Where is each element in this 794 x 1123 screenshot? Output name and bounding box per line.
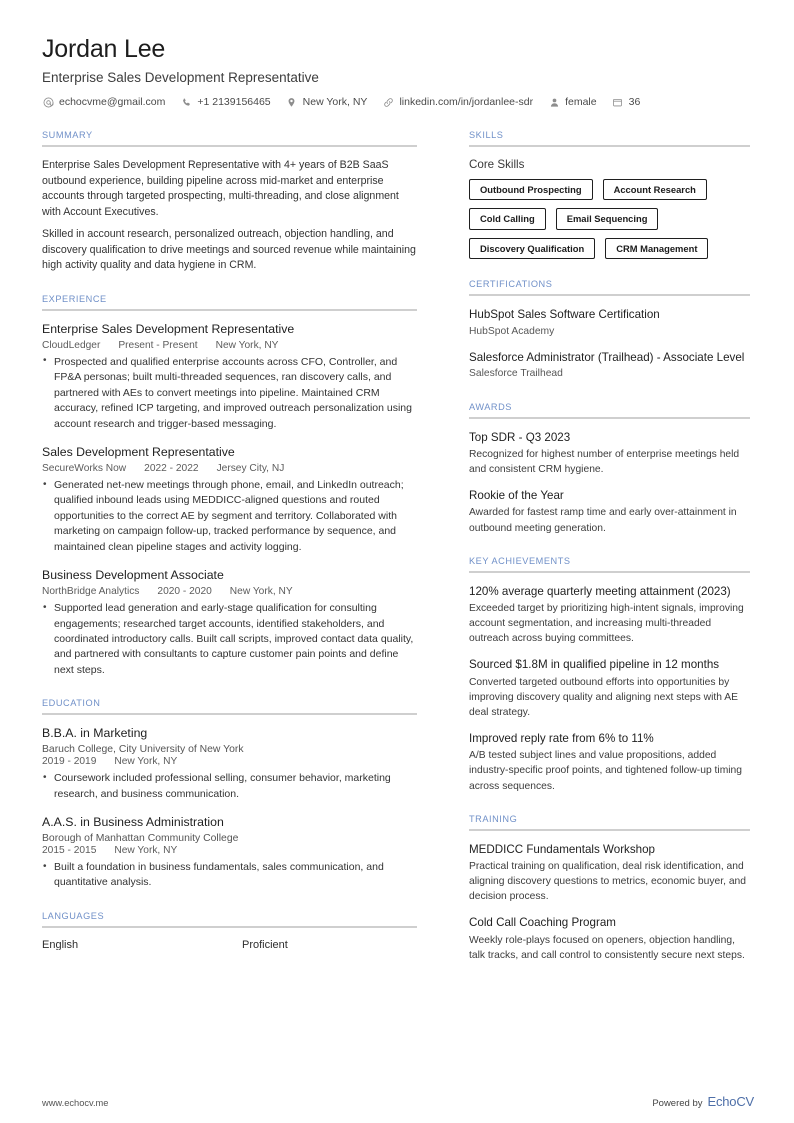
language-name: English [42, 938, 79, 950]
contact-gender [548, 96, 597, 108]
education-bullets [42, 771, 417, 802]
bullet-item: • Coursework included professional selling, consumer behavior, marketing research, and business communication. [42, 771, 417, 802]
section-languages [42, 911, 417, 950]
job-meta [42, 463, 417, 474]
degree-title: A.A.S. in Business Administration [42, 815, 224, 830]
job-meta [42, 340, 417, 351]
training-name: Cold Call Coaching Program [469, 916, 616, 930]
skill-group-label: Core Skills [469, 158, 525, 171]
achievement-name: Improved reply rate from 6% to 11% [469, 732, 654, 746]
section-divider [469, 417, 750, 419]
skill-tag: Cold Calling [469, 208, 546, 229]
contact-location [286, 96, 368, 108]
section-title-awards: AWARDS [469, 401, 512, 412]
school-name: Baruch College, City University of New York [42, 744, 244, 756]
award-name: Top SDR - Q3 2023 [469, 430, 571, 444]
job-location: New York, NY [229, 586, 293, 598]
certification-entry [469, 307, 750, 339]
contact-age-text: 36 [628, 96, 641, 108]
section-title-training: TRAINING [469, 813, 518, 824]
bullet-item: • Built a foundation in business fundamentals, sales communication, and quantitative analysis. [42, 860, 417, 891]
skill-tag: Discovery Qualification [469, 238, 595, 259]
education-location: New York, NY [114, 756, 178, 768]
certification-name: HubSpot Sales Software Certification [469, 308, 660, 322]
job-bullets [42, 355, 417, 432]
certification-entry [469, 350, 750, 382]
contact-gender-text: female [565, 96, 597, 108]
section-education [42, 698, 417, 891]
award-entry [469, 488, 750, 536]
job-meta [42, 586, 417, 597]
award-entry [469, 430, 750, 478]
job-dates: 2020 - 2020 [157, 586, 212, 598]
education-entry [42, 726, 417, 802]
job-location: Jersey City, NJ [216, 463, 285, 475]
education-bullets [42, 860, 417, 891]
resume-header [42, 34, 754, 108]
job-location: New York, NY [215, 339, 279, 351]
phone-icon [180, 96, 192, 108]
powered-by-label: Powered by [652, 1098, 703, 1109]
summary-paragraph: Enterprise Sales Development Representative with 4+ years of B2B SaaS outbound experience, building pipeline across mid-market and enterprise accounts through targeted prospecting, multi-threading, and close alignment with Account Executives. [42, 159, 399, 218]
job-title: Sales Development Representative [42, 445, 235, 460]
training-description: Practical training on qualification, deal risk identification, and aligning discovery questions to metrics, economic buyer, and decision process. [469, 861, 747, 903]
education-location: New York, NY [114, 845, 178, 857]
company-name: NorthBridge Analytics [42, 586, 140, 598]
contact-phone[interactable] [180, 96, 270, 108]
achievement-description: Converted targeted outbound efforts into opportunities by improving discovery quality and aligning next steps with AE deal strategy. [469, 676, 739, 718]
achievement-description: A/B tested subject lines and value propositions, added industry-specific proof points, and tightened follow-up timing across sequences. [469, 750, 743, 792]
section-divider [469, 145, 750, 147]
achievement-name: Sourced $1.8M in qualified pipeline in 12 months [469, 658, 720, 672]
professional-headline: Enterprise Sales Development Representative [42, 70, 319, 85]
page-title: Jordan Lee [42, 35, 166, 63]
contact-linkedin-text: linkedin.com/in/jordanlee-sdr [399, 96, 534, 108]
resume-body [42, 130, 754, 983]
brand-logo-text: EchoCV [707, 1094, 754, 1109]
location-pin-icon [286, 96, 298, 108]
job-dates: Present - Present [118, 339, 198, 351]
section-title-experience: EXPERIENCE [42, 293, 107, 304]
contact-phone-text: +1 2139156465 [197, 96, 271, 108]
bullet-item: • Supported lead generation and early-stage qualification for consulting engagements; researched target accounts, identified stakeholders, and coordinated introductory calls. Built call scripts, improved contact data quality, and partnered with consultants to capture customer pain points and define next steps. [42, 601, 417, 678]
experience-entry [42, 568, 417, 678]
language-row [42, 939, 417, 950]
section-key-achievements [469, 556, 750, 794]
page-footer [42, 1094, 754, 1109]
contact-location-text: New York, NY [302, 96, 368, 108]
certification-issuer: HubSpot Academy [469, 325, 555, 337]
company-name: CloudLedger [42, 339, 101, 351]
section-divider [469, 571, 750, 573]
achievement-entry [469, 731, 750, 794]
contact-email[interactable] [42, 96, 165, 108]
section-experience [42, 294, 417, 678]
footer-branding [652, 1094, 754, 1109]
section-divider [42, 145, 417, 147]
education-meta [42, 756, 417, 767]
section-certifications [469, 279, 750, 381]
section-divider [469, 829, 750, 831]
education-dates: 2015 - 2015 [42, 845, 97, 857]
school-name: Borough of Manhattan Community College [42, 833, 239, 845]
section-divider [469, 294, 750, 296]
skill-tag: Outbound Prospecting [469, 179, 593, 200]
section-skills [469, 130, 750, 259]
achievement-entry [469, 657, 750, 720]
section-divider [42, 926, 417, 928]
award-name: Rookie of the Year [469, 489, 564, 503]
summary-paragraph: Skilled in account research, personalized outreach, objection handling, and discovery qualification to drive meetings and sourced revenue while maintaining high activity quality and data hygiene in CRM. [42, 228, 416, 272]
right-column [469, 130, 750, 983]
certification-issuer: Salesforce Trailhead [469, 368, 563, 380]
training-description: Weekly role-plays focused on openers, objection handling, talk tracks, and call control to consistently secure next steps. [469, 934, 745, 961]
footer-url[interactable]: www.echocv.me [42, 1098, 109, 1108]
person-icon [548, 96, 560, 108]
experience-entry [42, 322, 417, 432]
award-description: Awarded for fastest ramp time and early over-attainment in outbound meeting generation. [469, 507, 737, 534]
skill-tag: CRM Management [605, 238, 708, 259]
section-divider [42, 309, 417, 311]
section-title-education: EDUCATION [42, 698, 101, 709]
education-entry [42, 815, 417, 891]
award-description: Recognized for highest number of enterprise meetings held and consistent CRM hygiene. [469, 448, 740, 476]
section-title-key-achievements: KEY ACHIEVEMENTS [469, 555, 571, 566]
achievement-description: Exceeded target by prioritizing high-intent signals, improving account segmentation, and increasing multi-threaded outreach across buying committees. [469, 603, 744, 645]
education-meta [42, 845, 417, 856]
section-title-languages: LANGUAGES [42, 910, 105, 921]
achievement-entry [469, 584, 750, 647]
training-entry [469, 915, 750, 963]
degree-title: B.B.A. in Marketing [42, 726, 148, 741]
email-icon [42, 96, 54, 108]
experience-entry [42, 445, 417, 555]
contact-info-bar [42, 96, 754, 108]
section-training [469, 814, 750, 963]
section-title-skills: SKILLS [469, 130, 504, 140]
contact-linkedin[interactable] [382, 96, 533, 108]
section-summary [42, 130, 417, 274]
job-title: Enterprise Sales Development Representative [42, 321, 295, 336]
company-name: SecureWorks Now [42, 463, 127, 475]
skill-tag: Account Research [603, 179, 707, 200]
education-dates: 2019 - 2019 [42, 756, 97, 768]
left-column [42, 130, 417, 970]
calendar-icon [612, 96, 624, 108]
training-name: MEDDICC Fundamentals Workshop [469, 842, 655, 856]
certification-name: Salesforce Administrator (Trailhead) - Associate Level [469, 350, 745, 364]
bullet-item: • Prospected and qualified enterprise accounts across CFO, Controller, and FP&A personas; built multi-threaded sequences, ran discovery calls, and partnered with AEs to convert meetings into pipeline. Maintained CRM accuracy, refined ICP targeting, and improved outreach personalization using account research and trigger-based messaging. [42, 355, 417, 432]
skill-tag: Email Sequencing [556, 208, 659, 229]
section-divider [42, 713, 417, 715]
achievement-name: 120% average quarterly meeting attainment (2023) [469, 584, 731, 598]
section-title-certifications: CERTIFICATIONS [469, 279, 553, 290]
job-bullets [42, 478, 417, 555]
job-bullets [42, 601, 417, 678]
contact-email-text: echocvme@gmail.com [59, 96, 166, 108]
job-title: Business Development Associate [42, 568, 224, 583]
skill-tag-list [469, 179, 750, 259]
job-dates: 2022 - 2022 [144, 463, 199, 475]
bullet-item: • Generated net-new meetings through phone, email, and LinkedIn outreach; qualified inbound leads using MEDDICC-aligned questions and routed opportunities to the correct AE by segment and territory. Collaborated with marketing on campaign follow-up, tracked performance by sequence, and maintained clean pipeline stages and activity logging. [42, 478, 417, 555]
section-title-summary: SUMMARY [42, 130, 93, 140]
section-awards [469, 402, 750, 536]
contact-age [612, 96, 641, 108]
link-icon [382, 96, 394, 108]
training-entry [469, 842, 750, 905]
language-level: Proficient [242, 938, 288, 950]
